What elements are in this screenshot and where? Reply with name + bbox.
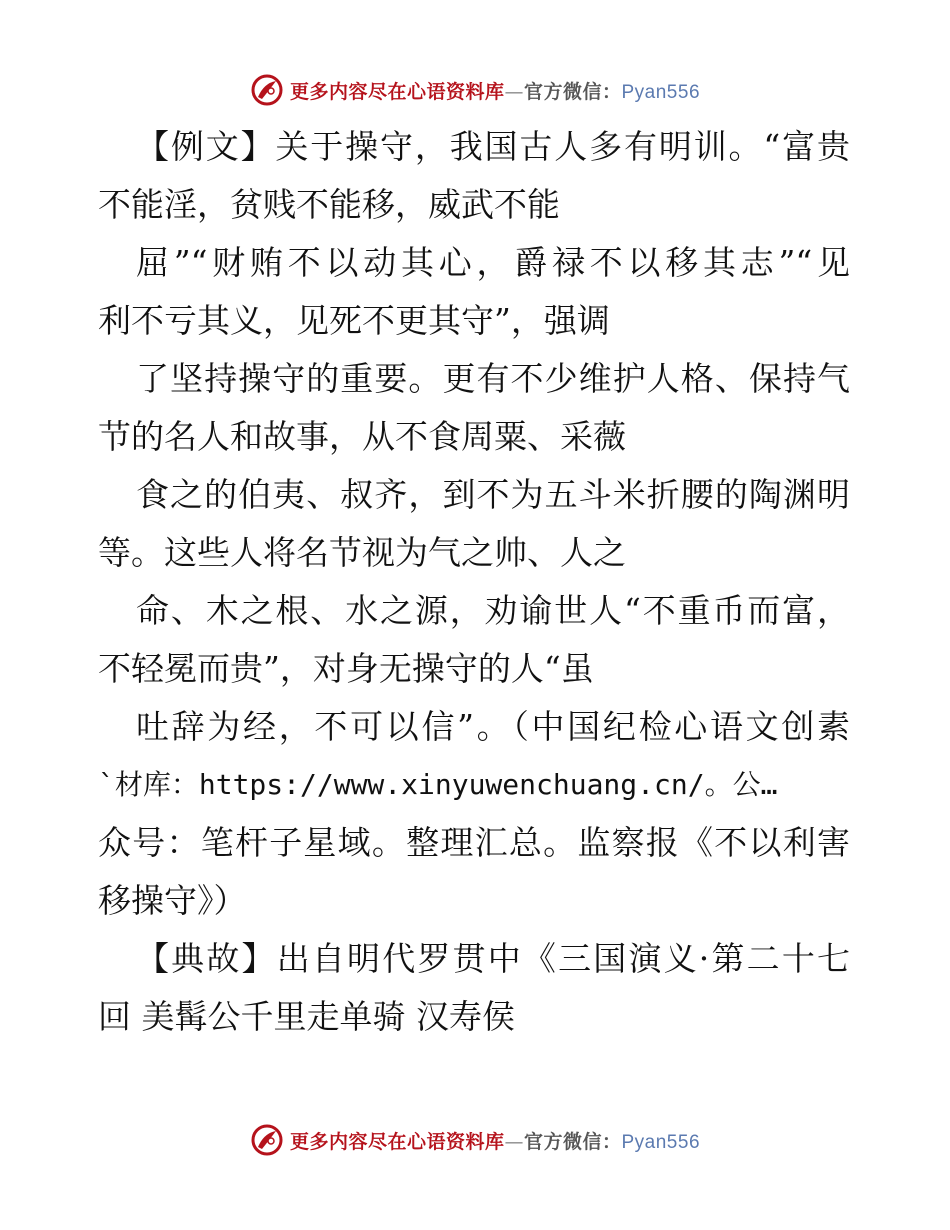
body-line: 食之的伯夷、叔齐，到不为五斗米折腰的陶渊明	[136, 475, 850, 514]
body-line-url: `材库：https://www.xinyuwenchuang.cn/。公…	[98, 768, 778, 801]
document-body	[98, 118, 850, 1046]
header-banner-separator: —	[504, 80, 524, 103]
footer-banner-red-text: 更多内容尽在心语资料库	[289, 1130, 505, 1153]
body-line: 等。这些人将名节视为气之帅、人之	[98, 533, 626, 572]
body-line: 节的名人和故事，从不食周粟、采薇	[98, 417, 626, 456]
body-line: 吐辞为经，不可以信”。（中国纪检心语文创素	[136, 707, 850, 746]
body-line: 利不亏其义，见死不更其守”，强调	[98, 301, 610, 340]
footer-banner-wechat-id: Pyan556	[621, 1131, 701, 1153]
footer-banner-wechat-label: 官方微信：	[523, 1130, 622, 1153]
header-banner-wechat-id: Pyan556	[621, 81, 701, 103]
body-line: 【例文】关于操守，我国古人多有明训。“富贵	[136, 127, 850, 166]
body-line: 回 美髯公千里走单骑 汉寿侯	[98, 997, 515, 1036]
footer-watermark-banner	[0, 1120, 950, 1160]
footer-banner-text	[290, 1127, 700, 1154]
header-watermark-banner	[0, 70, 950, 110]
brand-logo-icon	[250, 1123, 284, 1157]
body-line: 命、木之根、水之源，劝谕世人“不重币而富，	[136, 591, 850, 630]
body-line: 不轻冕而贵”，对身无操守的人“虽	[98, 649, 594, 688]
body-line: 了坚持操守的重要。更有不少维护人格、保持气	[136, 359, 850, 398]
header-banner-red-text: 更多内容尽在心语资料库	[289, 80, 505, 103]
footer-banner-separator: —	[504, 1130, 524, 1153]
header-banner-text	[290, 77, 700, 104]
brand-logo-icon	[250, 73, 284, 107]
body-line: 不能淫，贫贱不能移，威武不能	[98, 185, 560, 224]
body-line: 移操守》）	[98, 881, 247, 920]
body-line: 【典故】出自明代罗贯中《三国演义·第二十七	[136, 939, 850, 978]
header-banner-wechat-label: 官方微信：	[523, 80, 622, 103]
body-line: 屈”“财贿不以动其心，爵禄不以移其志”“见	[136, 243, 850, 282]
body-line: 众号：笔杆子星域。整理汇总。监察报《不以利害	[98, 823, 850, 862]
